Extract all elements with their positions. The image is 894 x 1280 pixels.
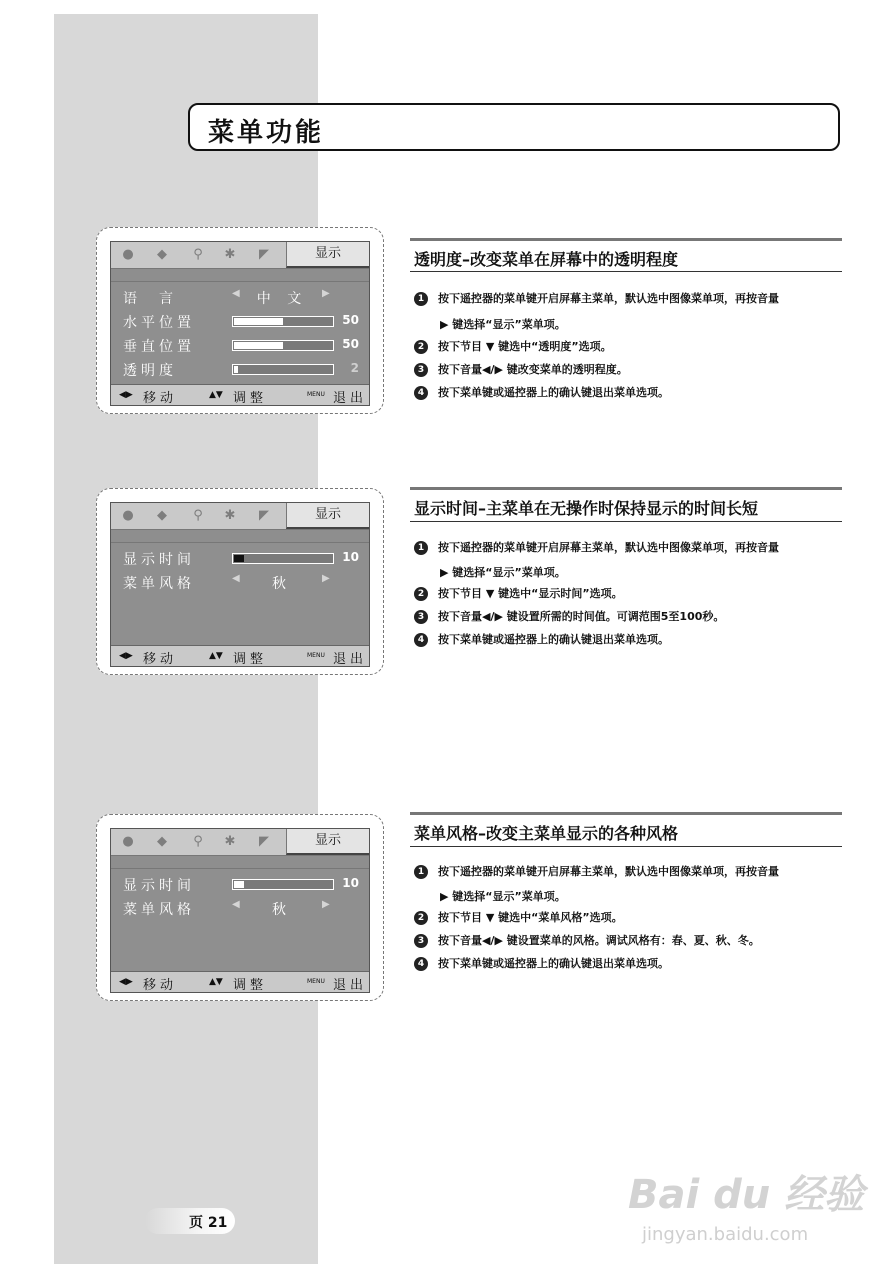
osd-row-menu-style (111, 573, 369, 593)
osd-icon-bar (111, 829, 369, 856)
menu-icon: MENU (307, 391, 325, 398)
adjust-icon: ▲▼ (209, 390, 223, 400)
step-2: 2 按下节目 ▼ 键选中“显示时间”选项。 (414, 587, 844, 601)
osd-icon-bar (111, 503, 369, 530)
osd-footer (111, 971, 369, 992)
footer-exit: 退出 (333, 391, 368, 406)
move-icon: ◀▶ (119, 651, 133, 661)
menu-icon: MENU (307, 978, 325, 985)
step-1: 1 按下遥控器的菜单键开启屏幕主菜单，默认选中图像菜单项，再按音量 (414, 292, 844, 306)
row-label: 水平位置 (123, 315, 195, 331)
step-1: 1 按下遥控器的菜单键开启屏幕主菜单，默认选中图像菜单项，再按音量 (414, 865, 844, 879)
step-2: 2 按下节目 ▼ 键选中“透明度”选项。 (414, 340, 844, 354)
footer-exit: 退出 (333, 978, 368, 993)
osd-row-transparency (111, 360, 369, 380)
step-2: 2 按下节目 ▼ 键选中“菜单风格”选项。 (414, 911, 844, 925)
adjust-icon: ▲▼ (209, 977, 223, 987)
osd-footer (111, 384, 369, 405)
row-value: 10 (342, 550, 359, 564)
search-icon: ⚲ (193, 834, 203, 849)
tab-display: 显示 (286, 503, 369, 529)
step-4: 4 按下菜单键或遥控器上的确认键退出菜单选项。 (414, 633, 844, 647)
section-heading: 菜单风格–改变主菜单显示的各种风格 (414, 824, 679, 843)
osd-body (111, 869, 369, 971)
step-4: 4 按下菜单键或遥控器上的确认键退出菜单选项。 (414, 957, 844, 971)
step-number: 2 (414, 911, 428, 925)
row-label: 菜单风格 (123, 576, 195, 592)
search-icon: ⚲ (193, 508, 203, 523)
footer-adjust: 调整 (233, 652, 268, 667)
step-3: 3 按下音量◀/▶ 键设置所需的时间值。可调范围5至100秒。 (414, 610, 844, 624)
footer-adjust: 调整 (233, 978, 268, 993)
menu-icon: MENU (307, 652, 325, 659)
level-fill (234, 342, 283, 349)
gear-icon: ✱ (224, 247, 236, 262)
osd-menu-frame-2 (96, 488, 384, 675)
osd-body (111, 543, 369, 645)
footer-move: 移动 (143, 652, 178, 667)
footer-exit: 退出 (333, 652, 368, 667)
step-3: 3 按下音量◀/▶ 键设置菜单的风格。调试风格有：春、夏、秋、冬。 (414, 934, 844, 948)
level-fill (234, 366, 238, 373)
gear-icon: ✱ (224, 508, 236, 523)
picture-icon: ● (122, 247, 134, 262)
osd-menu-3 (110, 828, 370, 993)
watermark-url: jingyan.baidu.com (642, 1224, 809, 1245)
step-number: 1 (414, 865, 428, 879)
step-continuation: ▶ 键选择“显示”菜单项。 (440, 318, 566, 331)
level-bar (232, 553, 334, 564)
sound-icon: ◆ (157, 247, 167, 262)
row-label: 菜单风格 (123, 902, 195, 918)
tag-icon: ◤ (259, 508, 269, 523)
step-number: 4 (414, 633, 428, 647)
level-bar (232, 879, 334, 890)
osd-row-v-position (111, 336, 369, 356)
arrow-left-icon: ◀ (232, 899, 240, 910)
osd-icon-bar (111, 242, 369, 269)
step-number: 4 (414, 957, 428, 971)
tag-icon: ◤ (259, 834, 269, 849)
footer-move: 移动 (143, 978, 178, 993)
tag-icon: ◤ (259, 247, 269, 262)
level-bar (232, 364, 334, 375)
step-4: 4 按下菜单键或遥控器上的确认键退出菜单选项。 (414, 386, 844, 400)
search-icon: ⚲ (193, 247, 203, 262)
osd-body (111, 282, 369, 384)
move-icon: ◀▶ (119, 390, 133, 400)
step-continuation: ▶ 键选择“显示”菜单项。 (440, 890, 566, 903)
row-label: 透明度 (123, 363, 177, 379)
adjust-icon: ▲▼ (209, 651, 223, 661)
page-title-box (188, 103, 840, 151)
arrow-right-icon: ▶ (322, 573, 330, 584)
row-label: 显示时间 (123, 878, 195, 894)
picture-icon: ● (122, 834, 134, 849)
page-number-badge (145, 1208, 235, 1234)
arrow-left-icon: ◀ (232, 288, 240, 299)
step-continuation: ▶ 键选择“显示”菜单项。 (440, 566, 566, 579)
row-value: 秋 (272, 576, 292, 592)
level-fill (234, 318, 283, 325)
osd-row-h-position (111, 312, 369, 332)
step-number: 2 (414, 340, 428, 354)
tab-display: 显示 (286, 829, 369, 855)
step-number: 1 (414, 292, 428, 306)
watermark-logo: Bai du 经验 (628, 1172, 865, 1218)
sound-icon: ◆ (157, 508, 167, 523)
level-fill (234, 881, 244, 888)
row-value: 秋 (272, 902, 292, 918)
section-heading: 显示时间–主菜单在无操作时保持显示的时间长短 (414, 499, 759, 518)
step-1: 1 按下遥控器的菜单键开启屏幕主菜单，默认选中图像菜单项，再按音量 (414, 541, 844, 555)
arrow-left-icon: ◀ (232, 573, 240, 584)
level-bar (232, 340, 334, 351)
osd-footer (111, 645, 369, 666)
section-heading: 透明度–改变菜单在屏幕中的透明程度 (414, 250, 679, 269)
osd-menu-1 (110, 241, 370, 406)
step-number: 2 (414, 587, 428, 601)
osd-row-display-time (111, 549, 369, 569)
level-bar (232, 316, 334, 327)
osd-menu-frame-1 (96, 227, 384, 414)
gear-icon: ✱ (224, 834, 236, 849)
row-value: 50 (342, 337, 359, 351)
arrow-right-icon: ▶ (322, 288, 330, 299)
row-value: 中 文 (256, 291, 308, 307)
page-number: 页 21 (189, 1215, 228, 1231)
move-icon: ◀▶ (119, 977, 133, 987)
footer-move: 移动 (143, 391, 178, 406)
step-number: 3 (414, 610, 428, 624)
step-number: 3 (414, 363, 428, 377)
row-label: 语 言 (123, 291, 177, 307)
footer-adjust: 调整 (233, 391, 268, 406)
level-fill (234, 555, 244, 562)
picture-icon: ● (122, 508, 134, 523)
osd-row-language (111, 288, 369, 308)
row-value: 2 (350, 361, 359, 375)
sound-icon: ◆ (157, 834, 167, 849)
row-value: 50 (342, 313, 359, 327)
page-title: 菜单功能 (208, 118, 325, 148)
osd-menu-2 (110, 502, 370, 667)
step-3: 3 按下音量◀/▶ 键改变菜单的透明程度。 (414, 363, 844, 377)
step-number: 4 (414, 386, 428, 400)
row-label: 垂直位置 (123, 339, 195, 355)
step-number: 1 (414, 541, 428, 555)
row-value: 10 (342, 876, 359, 890)
arrow-right-icon: ▶ (322, 899, 330, 910)
osd-row-display-time (111, 875, 369, 895)
step-number: 3 (414, 934, 428, 948)
row-label: 显示时间 (123, 552, 195, 568)
tab-display: 显示 (286, 242, 369, 268)
osd-menu-frame-3 (96, 814, 384, 1001)
osd-row-menu-style (111, 899, 369, 919)
